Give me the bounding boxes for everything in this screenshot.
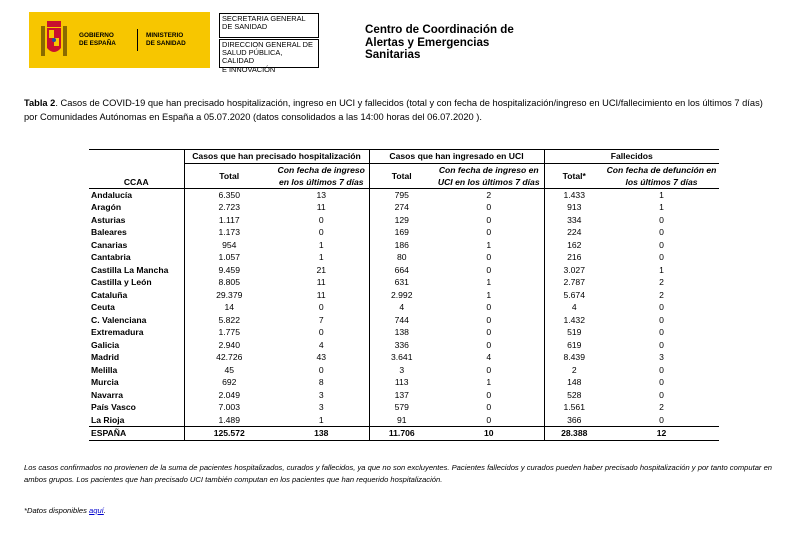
total-uci-7d: 10 [434,427,544,441]
centro-title [365,24,565,62]
value-cell-f-7: 2 [659,289,664,300]
value-cell-h-7: 0 [318,302,324,313]
value-cell-u-7: 4 [486,352,492,363]
value-cell-f-7: 2 [659,402,664,413]
hosp-total-header: Total [184,163,274,188]
value-cell-h-7: 11 [316,277,326,288]
value-cell-h-7: 0 [318,214,324,225]
value-cell-f-7: 1 [659,202,664,213]
value-cell-h-total: 2.723 [184,201,274,214]
value-cell-f-7: 0 [659,327,664,338]
table-row [89,264,719,277]
ccaa-cell: Baleares [91,227,127,238]
caption-label: Tabla 2 [24,98,56,108]
value-cell-u-7: 1 [486,289,492,300]
fall-7d-header: Con fecha de defunción en los últimos 7 días [604,163,719,188]
value-cell-h-total: 9.459 [184,264,274,277]
value-cell-f-total: 2 [544,364,604,377]
value-cell-h-total: 5.822 [184,314,274,327]
value-cell-u-total: 631 [369,276,434,289]
ministry-line-1: MINISTERIO [146,32,184,39]
value-cell-u-7: 1 [486,377,492,388]
total-fall-7d: 12 [604,427,719,441]
value-cell-f-total: 519 [544,326,604,339]
value-cell-f-7: 0 [659,389,664,400]
table-row [89,276,719,289]
value-cell-f-total: 528 [544,389,604,402]
value-cell-h-total: 2.940 [184,339,274,352]
value-cell-h-total: 6.350 [184,188,274,201]
logo-line-1: GOBIERNO [79,32,114,39]
data-table [89,149,719,441]
value-cell-u-total: 336 [369,339,434,352]
total-hosp-7d: 138 [274,427,369,441]
value-cell-h-total: 45 [184,364,274,377]
value-cell-h-7: 1 [318,239,324,250]
value-cell-h-7: 7 [318,314,324,325]
total-uci: 11.706 [369,427,434,441]
caption-text: . Casos de COVID-19 que han precisado hospitalización, ingreso en UCI y fallecidos (total y con fecha de hospitalización/ingreso en UCI/fallecimiento en los últimos 7 días) por Comunidades Autónomas en España a 05.07.2020 (datos consolidados a las 14:00 horas del 06.07.2020 ). [24,98,763,122]
value-cell-h-7: 3 [318,402,324,413]
value-cell-f-7: 0 [659,227,664,238]
direccion-line-3: E INNOVACIÓN [222,64,276,74]
value-cell-u-total: 4 [369,301,434,314]
ccaa-cell: La Rioja [91,414,125,425]
total-row [89,427,719,441]
value-cell-u-7: 0 [486,389,492,400]
gobierno-logo [29,12,210,68]
value-cell-h-total: 692 [184,376,274,389]
ministry-line-2: DE SANIDAD [146,39,186,47]
value-cell-f-7: 0 [659,314,664,325]
table-row [89,226,719,239]
value-cell-f-7: 0 [659,214,664,225]
ccaa-cell: País Vasco [91,402,136,413]
ccaa-cell: Canarias [91,239,128,250]
ministerio-text [146,32,186,47]
value-cell-h-7: 43 [316,352,327,363]
value-cell-h-7: 3 [318,389,324,400]
value-cell-h-total: 1.117 [184,214,274,227]
value-cell-f-total: 216 [544,251,604,264]
ccaa-cell: Extremadura [91,327,144,338]
value-cell-f-7: 0 [659,414,664,425]
value-cell-h-total: 29.379 [184,289,274,302]
value-cell-h-total: 1.775 [184,326,274,339]
datos-suffix: . [103,506,106,515]
group-uci: Casos que han ingresado en UCI [369,150,544,164]
value-cell-h-7: 11 [316,289,326,300]
value-cell-h-total: 42.726 [184,351,274,364]
table-row [89,251,719,264]
table-row [89,239,719,252]
ccaa-header: CCAA [89,150,184,189]
value-cell-u-total: 91 [369,414,434,427]
ccaa-cell: Galicia [91,339,120,350]
value-cell-h-7: 0 [318,327,324,338]
value-cell-u-7: 0 [486,364,492,375]
value-cell-h-7: 4 [318,339,324,350]
table-row [89,351,719,364]
ccaa-cell: Madrid [91,352,120,363]
value-cell-h-total: 7.003 [184,401,274,414]
value-cell-u-7: 0 [486,227,492,238]
value-cell-f-total: 366 [544,414,604,427]
value-cell-u-total: 274 [369,201,434,214]
ccaa-cell: Navarra [91,389,124,400]
value-cell-u-7: 0 [486,252,492,263]
value-cell-u-7: 0 [486,264,492,275]
value-cell-u-total: 80 [369,251,434,264]
value-cell-h-7: 0 [318,227,324,238]
ccaa-cell: Melilla [91,364,118,375]
table-row [89,401,719,414]
value-cell-u-total: 129 [369,214,434,227]
table-row [89,414,719,427]
table-row [89,289,719,302]
value-cell-f-total: 4 [544,301,604,314]
value-cell-u-total: 664 [369,264,434,277]
value-cell-f-total: 334 [544,214,604,227]
datos-prefix: *Datos disponibles [24,506,90,515]
value-cell-u-7: 1 [486,277,492,288]
ccaa-cell: Cantabria [91,252,131,263]
total-hosp: 125.572 [184,427,274,441]
coat-of-arms-icon [39,18,69,62]
datos-note [24,506,106,515]
secretaria-line-2: DE SANIDAD [222,22,268,32]
ccaa-cell: Ceuta [91,302,115,313]
value-cell-f-total: 1.561 [544,401,604,414]
value-cell-u-7: 0 [486,339,492,350]
value-cell-f-7: 1 [659,264,664,275]
table-row [89,188,719,201]
group-hospitalizacion: Casos que han precisado hospitalización [184,150,369,164]
value-cell-f-total: 619 [544,339,604,352]
value-cell-h-7: 1 [318,252,324,263]
secretaria-line-1: SECRETARIA GENERAL [222,14,306,23]
value-cell-f-7: 2 [659,277,664,288]
value-cell-h-total: 1.489 [184,414,274,427]
value-cell-h-7: 21 [316,264,327,275]
value-cell-h-total: 8.805 [184,276,274,289]
datos-link[interactable]: aquí [89,506,104,515]
value-cell-f-7: 0 [659,302,664,313]
ccaa-cell: Asturias [91,214,126,225]
ccaa-cell: Aragón [91,202,122,213]
hosp-7d-header: Con fecha de ingreso en los últimos 7 días [274,163,369,188]
center-line-3: Sanitarias [365,48,421,61]
table-row [89,339,719,352]
value-cell-f-7: 0 [659,377,664,388]
table-row [89,364,719,377]
logo-divider [137,29,138,51]
ccaa-cell: Andalucía [91,189,133,200]
value-cell-u-7: 0 [486,202,492,213]
uci-total-header: Total [369,163,434,188]
total-fall: 28.388 [544,427,604,441]
value-cell-u-total: 186 [369,239,434,252]
value-cell-f-total: 1.433 [544,188,604,201]
value-cell-u-7: 0 [486,402,492,413]
value-cell-f-7: 0 [659,239,664,250]
table-group-header [89,150,719,164]
value-cell-u-total: 3 [369,364,434,377]
value-cell-h-total: 1.057 [184,251,274,264]
value-cell-u-7: 2 [486,189,492,200]
ccaa-cell: C. Valenciana [91,314,147,325]
ccaa-cell: Murcia [91,377,119,388]
value-cell-u-7: 0 [486,302,492,313]
value-cell-u-total: 3.641 [369,351,434,364]
value-cell-h-total: 2.049 [184,389,274,402]
ccaa-cell: Castilla y León [91,277,152,288]
value-cell-h-7: 13 [316,189,327,200]
direccion-box [219,39,319,74]
value-cell-h-7: 0 [318,364,324,375]
table-sub-header [89,163,719,188]
ccaa-cell: Castilla La Mancha [91,264,169,275]
value-cell-u-total: 137 [369,389,434,402]
gobierno-text [79,32,116,47]
logo-line-2: DE ESPAÑA [79,39,116,47]
table-row [89,314,719,327]
value-cell-h-total: 954 [184,239,274,252]
value-cell-u-total: 113 [369,376,434,389]
value-cell-f-total: 224 [544,226,604,239]
value-cell-f-7: 0 [659,339,664,350]
value-cell-f-total: 8.439 [544,351,604,364]
value-cell-u-total: 795 [369,188,434,201]
value-cell-u-7: 0 [486,327,492,338]
secretaria-box [219,13,319,38]
value-cell-f-total: 162 [544,239,604,252]
value-cell-f-7: 0 [659,364,664,375]
table-row [89,201,719,214]
direccion-line-1: DIRECCION GENERAL DE [222,40,313,49]
table-row [89,301,719,314]
fall-total-header: Total* [544,163,604,188]
table-body [89,188,719,427]
value-cell-f-7: 0 [659,252,664,263]
value-cell-h-total: 14 [184,301,274,314]
table-caption [24,97,774,124]
total-ccaa: ESPAÑA [89,427,184,441]
value-cell-u-7: 0 [486,214,492,225]
table-row [89,376,719,389]
value-cell-f-total: 2.787 [544,276,604,289]
value-cell-h-7: 11 [316,202,326,213]
table-row [89,389,719,402]
center-line-1: Centro de Coordinación de [365,23,514,36]
direccion-line-2: SALUD PÚBLICA, CALIDAD [222,48,283,66]
value-cell-u-total: 169 [369,226,434,239]
value-cell-f-total: 913 [544,201,604,214]
value-cell-u-total: 138 [369,326,434,339]
value-cell-h-7: 1 [318,414,324,425]
table-row [89,214,719,227]
value-cell-u-7: 1 [486,239,492,250]
value-cell-u-7: 0 [486,414,492,425]
value-cell-f-total: 5.674 [544,289,604,302]
value-cell-h-7: 8 [318,377,324,388]
value-cell-f-7: 1 [659,189,664,200]
group-fallecidos: Fallecidos [544,150,719,164]
value-cell-u-7: 0 [486,314,492,325]
center-line-2: Alertas y Emergencias [365,35,490,49]
value-cell-f-total: 148 [544,376,604,389]
value-cell-f-total: 3.027 [544,264,604,277]
footnote: Los casos confirmados no provienen de la suma de pacientes hospitalizados, curados y fallecidos, ya que no son excluyentes. Pacientes fallecidos y curados pueden haber precisado hospitalización y por tanto computar en ambos grupos. Los pacientes que han precisado UCI también computan en los pacientes que han requerido hospitalización. [24,463,773,484]
value-cell-u-total: 579 [369,401,434,414]
ccaa-cell: Cataluña [91,289,128,300]
value-cell-u-total: 744 [369,314,434,327]
value-cell-f-total: 1.432 [544,314,604,327]
value-cell-u-total: 2.992 [369,289,434,302]
value-cell-h-total: 1.173 [184,226,274,239]
value-cell-f-7: 3 [659,352,664,363]
uci-7d-header: Con fecha de ingreso en UCI en los últimos 7 días [434,163,544,188]
table-row [89,326,719,339]
